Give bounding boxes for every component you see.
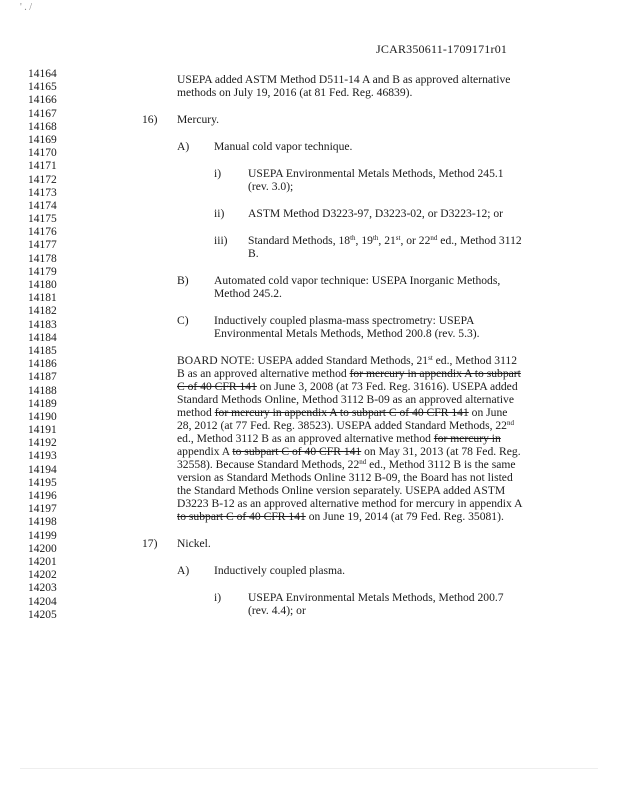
line-number: 14187 bbox=[28, 371, 57, 384]
line-number: 14201 bbox=[28, 555, 57, 568]
line-number: 14186 bbox=[28, 358, 57, 371]
section-16A-label: A) bbox=[177, 140, 190, 153]
continuation-line-2: methods on July 19, 2016 (at 81 Fed. Reg. 46839). bbox=[177, 86, 413, 99]
line-number: 14167 bbox=[28, 107, 57, 120]
section-16B-line-2: Method 245.2. bbox=[214, 287, 282, 300]
line-number: 14198 bbox=[28, 516, 57, 529]
board-note-line-10: version as Standard Methods Online 3112 B-09, the Board has not listed bbox=[177, 471, 513, 484]
line-number: 14181 bbox=[28, 292, 57, 305]
board-note-line-4: Standard Methods Online, Method 3112 B-09 as an approved alternative bbox=[177, 393, 514, 406]
board-note-line-1: BOARD NOTE: USEPA added Standard Methods, 21st ed., Method 3112 bbox=[177, 354, 518, 367]
line-number: 14168 bbox=[28, 120, 57, 133]
board-note-line-13: to subpart C of 40 CFR 141 on June 19, 2014 (at 79 Fed. Reg. 35081). bbox=[177, 510, 504, 523]
line-number: 14182 bbox=[28, 305, 57, 318]
section-17-number: 17) bbox=[142, 537, 158, 550]
line-number: 14165 bbox=[28, 81, 57, 94]
struck-text: for mercury in appendix A to subpart C of 40 CFR 141 bbox=[214, 406, 469, 419]
line-number: 14175 bbox=[28, 213, 57, 226]
line-number: 14200 bbox=[28, 542, 57, 555]
section-16-title: Mercury. bbox=[177, 113, 220, 126]
line-number-column bbox=[28, 68, 57, 622]
section-17A-text: Inductively coupled plasma. bbox=[214, 564, 346, 577]
line-number: 14205 bbox=[28, 608, 57, 621]
board-note-line-12: D3223 B-12 as an approved alternative method for mercury in appendix A bbox=[177, 497, 523, 510]
line-number: 14199 bbox=[28, 529, 57, 542]
section-16B-label: B) bbox=[177, 274, 189, 287]
section-16C-line-2: Environmental Metals Methods, Method 200.8 (rev. 5.3). bbox=[214, 327, 480, 340]
line-number: 14184 bbox=[28, 331, 57, 344]
line-number: 14179 bbox=[28, 265, 57, 278]
line-number: 14171 bbox=[28, 160, 57, 173]
section-17Ai-line-1: USEPA Environmental Metals Methods, Method 200.7 bbox=[248, 591, 504, 604]
board-note-line-7: ed., Method 3112 B as an approved alternative method for mercury in bbox=[177, 432, 501, 445]
line-number: 14195 bbox=[28, 476, 57, 489]
line-number: 14194 bbox=[28, 463, 57, 476]
section-16Aiii-label: iii) bbox=[214, 234, 228, 247]
section-16B-line-1: Automated cold vapor technique: USEPA Inorganic Methods, bbox=[214, 274, 501, 287]
struck-text: to subpart C of 40 CFR 141 bbox=[177, 510, 306, 523]
continuation-line-1: USEPA added ASTM Method D511-14 A and B as approved alternative bbox=[177, 73, 511, 86]
board-note-line-2: B as an approved alternative method for mercury in appendix A to subpart bbox=[177, 367, 521, 380]
section-16Aii-label: ii) bbox=[214, 207, 225, 220]
line-number: 14197 bbox=[28, 503, 57, 516]
section-17Ai-label: i) bbox=[214, 591, 222, 604]
board-note-line-3: C of 40 CFR 141 on June 3, 2008 (at 73 Fed. Reg. 31616). USEPA added bbox=[177, 380, 518, 393]
line-number: 14170 bbox=[28, 147, 57, 160]
board-note-line-6: 28, 2012 (at 77 Fed. Reg. 38523). USEPA added Standard Methods, 22nd bbox=[177, 419, 514, 432]
line-number: 14164 bbox=[28, 68, 57, 80]
struck-text: C of 40 CFR 141 bbox=[177, 380, 257, 393]
board-note-line-9: 32558). Because Standard Methods, 22nd ed., Method 3112 B is the same bbox=[177, 458, 516, 471]
section-16Ai-line-2: (rev. 3.0); bbox=[248, 180, 294, 193]
scan-marks: ' . / bbox=[20, 2, 33, 13]
section-16Ai-label: i) bbox=[214, 167, 222, 180]
section-16Aiii-line-2: B. bbox=[248, 247, 259, 260]
section-16A-text: Manual cold vapor technique. bbox=[214, 140, 353, 153]
line-number: 14203 bbox=[28, 582, 57, 595]
board-note-line-11: the Standard Methods Online version separately. USEPA added ASTM bbox=[177, 484, 506, 497]
section-17Ai-line-2: (rev. 4.4); or bbox=[248, 604, 306, 617]
line-number: 14188 bbox=[28, 384, 57, 397]
section-16C-label: C) bbox=[177, 314, 189, 327]
line-number: 14172 bbox=[28, 173, 57, 186]
line-number: 14166 bbox=[28, 94, 57, 107]
line-number: 14196 bbox=[28, 490, 57, 502]
struck-text: for mercury in appendix A to subpart bbox=[349, 367, 521, 380]
section-16Ai-line-1: USEPA Environmental Metals Methods, Method 245.1 bbox=[248, 167, 504, 180]
line-number: 14173 bbox=[28, 186, 57, 199]
line-number: 14177 bbox=[28, 239, 57, 252]
line-number: 14189 bbox=[28, 397, 57, 410]
struck-text: for mercury in bbox=[433, 432, 501, 445]
line-number: 14190 bbox=[28, 410, 57, 423]
struck-text: to subpart C of 40 CFR 141 bbox=[232, 445, 362, 458]
page-bottom-edge bbox=[20, 768, 598, 769]
line-number: 14202 bbox=[28, 569, 57, 582]
line-number: 14176 bbox=[28, 226, 57, 239]
line-number: 14204 bbox=[28, 595, 57, 608]
line-number: 14183 bbox=[28, 318, 57, 331]
line-number: 14192 bbox=[28, 437, 57, 450]
line-number: 14178 bbox=[28, 252, 57, 265]
section-16Aiii-line-1: Standard Methods, 18th, 19th, 21st, or 22nd ed., Method 3112 bbox=[248, 234, 522, 247]
section-17A-label: A) bbox=[177, 564, 190, 577]
board-note-line-8: appendix A to subpart C of 40 CFR 141 on May 31, 2013 (at 78 Fed. Reg. bbox=[177, 445, 521, 458]
line-number: 14174 bbox=[28, 199, 57, 212]
line-number: 14180 bbox=[28, 279, 57, 291]
section-16Aii-text: ASTM Method D3223-97, D3223-02, or D3223-12; or bbox=[248, 207, 504, 220]
line-number: 14193 bbox=[28, 450, 57, 463]
line-number: 14185 bbox=[28, 344, 57, 357]
document-id: JCAR350611-1709171r01 bbox=[376, 42, 508, 56]
line-number: 14169 bbox=[28, 133, 57, 146]
section-16C-line-1: Inductively coupled plasma-mass spectrometry: USEPA bbox=[214, 314, 475, 327]
section-16-number: 16) bbox=[142, 113, 158, 126]
section-17-title: Nickel. bbox=[177, 537, 211, 550]
line-number: 14191 bbox=[28, 424, 57, 437]
board-note-line-5: method for mercury in appendix A to subpart C of 40 CFR 141 on June bbox=[177, 406, 508, 419]
